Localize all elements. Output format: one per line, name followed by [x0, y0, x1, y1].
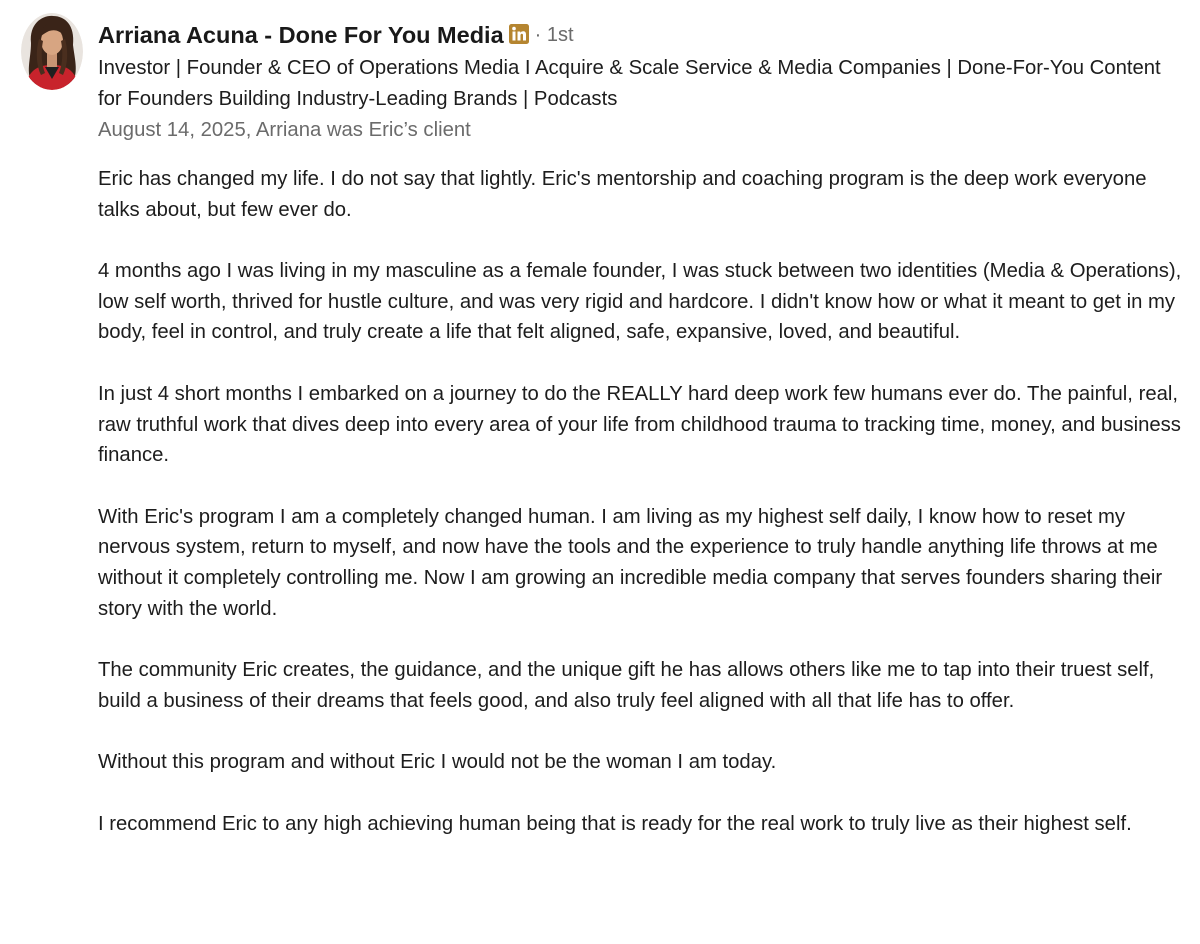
recommendation-paragraph: I recommend Eric to any high achieving human being that is ready for the real work to truly live as their highest self. — [98, 812, 1132, 835]
recommendation-paragraph: Without this program and without Eric I would not be the woman I am today. — [98, 751, 777, 774]
recommendation-paragraph: The community Eric creates, the guidance, and the unique gift he has allows others like me to tap into their truest self, build a business of their dreams that feels good, and also truly feel aligned with all that life has to offer. — [98, 659, 1155, 712]
connection-degree: · 1st — [534, 23, 574, 46]
recommendation-meta: August 14, 2025, Arriana was Eric’s client — [98, 119, 471, 141]
author-headline: Investor | Founder & CEO of Operations Media I Acquire & Scale Service & Media Companies | Done-For-You Content for Founders Building Industry-Leading Brands | Podcasts — [98, 57, 1161, 110]
recommendation-body — [98, 164, 1183, 871]
name-row — [98, 17, 1193, 53]
recommendation-paragraph: In just 4 short months I embarked on a journey to do the REALLY hard deep work few humans ever do. The painful, real, raw truthful work that dives deep into every area of your life from childhood trauma to tracking time, money, and business finance. — [98, 382, 1181, 467]
linkedin-premium-icon — [509, 24, 529, 44]
recommendation-paragraph: 4 months ago I was living in my masculine as a female founder, I was stuck between two identities (Media & Operations), low self worth, thrived for hustle culture, and was very rigid and hardcore. I didn't know how or what it meant to get in my body, feel in control, and truly create a life that felt aligned, safe, expansive, loved, and beautiful. — [98, 260, 1182, 344]
recommendation-header — [98, 17, 1193, 146]
recommendation-paragraph: With Eric's program I am a completely changed human. I am living as my highest self daily, I know how to reset my nervous system, return to myself, and now have the tools and the experience to truly handle anything life throws at me without it completely controlling me. Now I am growing an incredible media company that serves founders sharing their story with the world. — [98, 505, 1163, 620]
avatar[interactable] — [21, 13, 83, 90]
author-name[interactable]: Arriana Acuna - Done For You Media — [98, 21, 504, 48]
recommendation-paragraph: Eric has changed my life. I do not say that lightly. Eric's mentorship and coaching program is the deep work everyone talks about, but few ever do. — [98, 168, 1147, 221]
avatar-photo — [21, 13, 83, 90]
